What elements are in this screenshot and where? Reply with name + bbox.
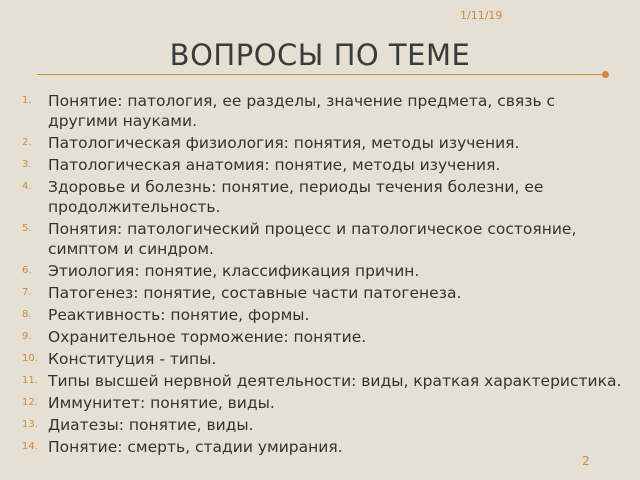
item-text: Патогенез: понятие, составные части патогенеза. <box>48 284 462 302</box>
item-number: 8. <box>22 309 32 320</box>
item-text: Охранительное торможение: понятие. <box>48 328 367 346</box>
slide-title: ВОПРОСЫ ПО ТЕМЕ <box>169 38 471 72</box>
slide-date: 1/11/19 <box>460 9 503 22</box>
title-divider <box>37 74 603 75</box>
item-number: 5. <box>22 223 32 234</box>
item-number: 10. <box>22 353 38 364</box>
item-text: Реактивность: понятие, формы. <box>48 306 310 324</box>
item-text: Здоровье и болезнь: понятие, периоды течения болезни, ее продолжительность. <box>48 178 544 216</box>
item-text: Понятие: смерть, стадии умирания. <box>48 438 343 456</box>
list-item <box>0 133 640 153</box>
item-number: 2. <box>22 137 32 148</box>
list-item <box>0 155 640 175</box>
item-text: Иммунитет: понятие, виды. <box>48 394 275 412</box>
item-text: Типы высшей нервной деятельности: виды, краткая характеристика. <box>48 372 622 390</box>
item-text: Диатезы: понятие, виды. <box>48 416 254 434</box>
list-item <box>0 261 640 281</box>
list-item <box>0 219 640 259</box>
list-item <box>0 305 640 325</box>
item-number: 1. <box>22 95 32 106</box>
item-number: 11. <box>22 375 38 386</box>
list-item <box>0 437 640 457</box>
list-item <box>0 393 640 413</box>
item-text: Патологическая анатомия: понятие, методы изучения. <box>48 156 501 174</box>
item-text: Этиология: понятие, классификация причин. <box>48 262 420 280</box>
item-number: 4. <box>22 181 32 192</box>
item-text: Патологическая физиология: понятия, методы изучения. <box>48 134 520 152</box>
questions-list <box>0 91 640 459</box>
item-number: 7. <box>22 287 32 298</box>
item-text: Конституция - типы. <box>48 350 217 368</box>
item-number: 14. <box>22 441 38 452</box>
list-item <box>0 371 640 391</box>
divider-dot <box>602 71 609 78</box>
item-number: 9. <box>22 331 32 342</box>
item-number: 3. <box>22 159 32 170</box>
list-item <box>0 91 640 131</box>
page-number: 2 <box>582 454 590 468</box>
item-number: 6. <box>22 265 32 276</box>
list-item <box>0 415 640 435</box>
item-number: 12. <box>22 397 38 408</box>
list-item <box>0 177 640 217</box>
item-number: 13. <box>22 419 38 430</box>
item-text: Понятия: патологический процесс и патологическое состояние, симптом и синдром. <box>48 220 577 258</box>
item-text: Понятие: патология, ее разделы, значение предмета, связь с другими науками. <box>48 92 556 130</box>
list-item <box>0 327 640 347</box>
list-item <box>0 283 640 303</box>
list-item <box>0 349 640 369</box>
